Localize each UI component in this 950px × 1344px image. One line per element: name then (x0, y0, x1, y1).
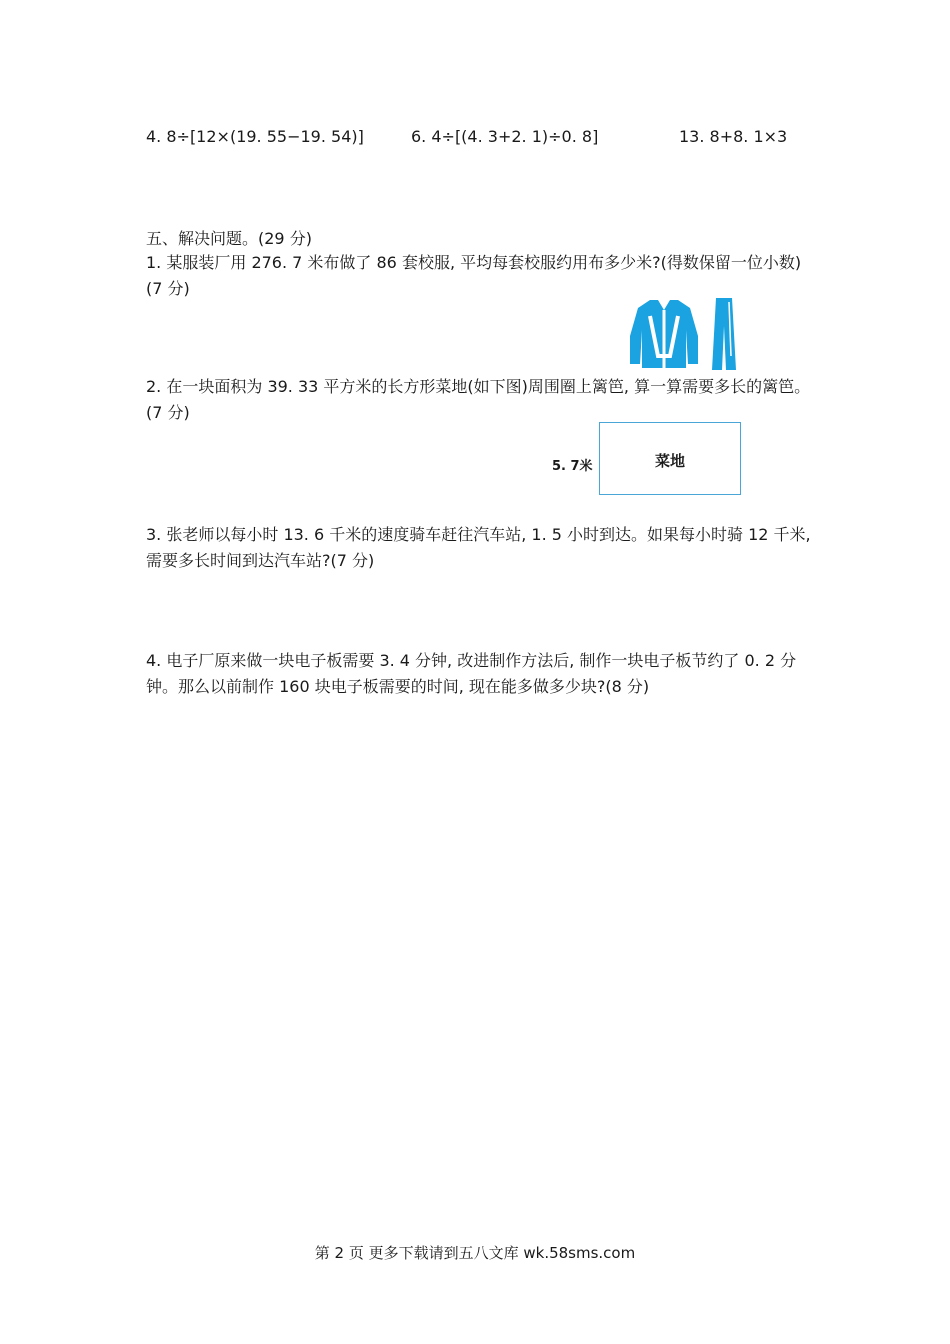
side-length-label: 5. 7米 (552, 459, 593, 474)
expression-1: 4. 8÷[12×(19. 55−19. 54)] (146, 127, 364, 146)
question-3: 3. 张老师以每小时 13. 6 千米的速度骑车赶往汽车站, 1. 5 小时到达。如果每小时骑 12 千米, 需要多长时间到达汽车站?(7 分) (146, 525, 811, 570)
garden-label: 菜地 (655, 452, 686, 470)
question-2: 2. 在一块面积为 39. 33 平方米的长方形菜地(如下图)周围圈上篱笆, 算一算需要多长的篱笆。(7 分) (146, 377, 811, 422)
page-footer: 第 2 页 更多下载请到五八文库 wk.58sms.com (314, 1244, 636, 1262)
trousers-icon (712, 298, 736, 370)
expression-2: 6. 4÷[(4. 3+2. 1)÷0. 8] (411, 127, 599, 146)
question-4: 4. 电子厂原来做一块电子板需要 3. 4 分钟, 改进制作方法后, 制作一块电子板节约了 0. 2 分钟。那么以前制作 160 块电子板需要的时间, 现在能多做多少块?(8 分) (146, 651, 797, 696)
school-uniform-illustration (628, 296, 740, 372)
expression-3: 13. 8+8. 1×3 (679, 127, 788, 146)
jacket-icon (630, 300, 698, 368)
section-title: 五、解决问题。(29 分) (146, 229, 312, 248)
question-1: 1. 某服装厂用 276. 7 米布做了 86 套校服, 平均每套校服约用布多少米?(得数保留一位小数) (7 分) (146, 253, 802, 298)
